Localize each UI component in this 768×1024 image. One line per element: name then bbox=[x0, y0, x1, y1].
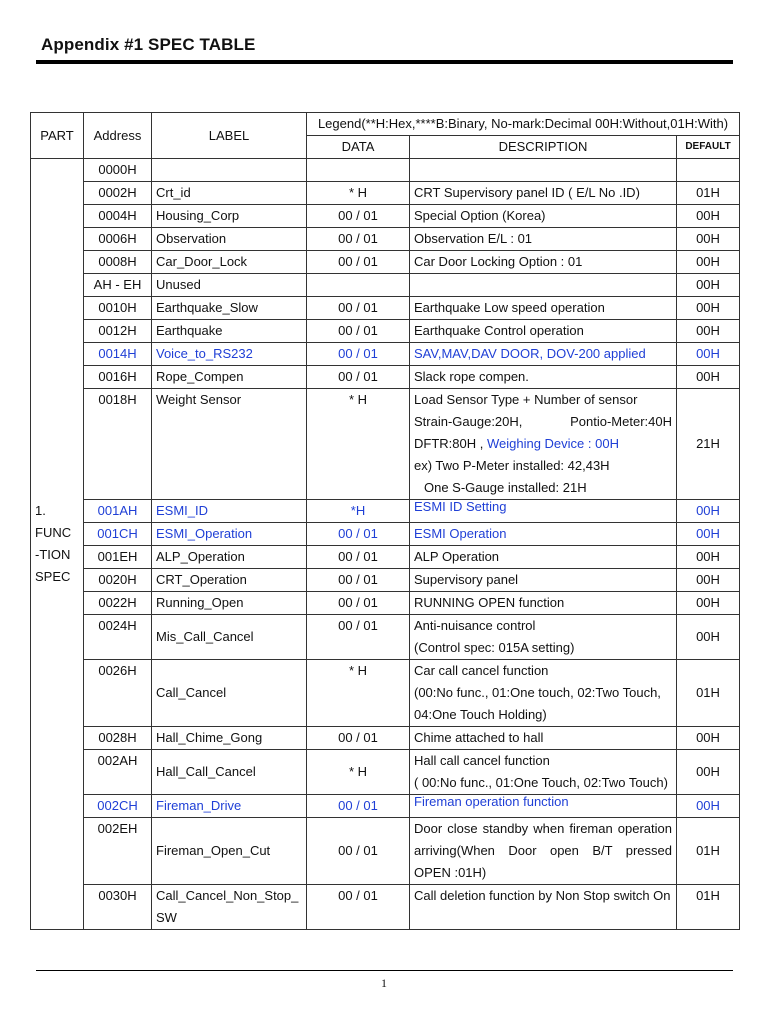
label-cell: ESMI_Operation bbox=[152, 523, 307, 546]
table-row-highlighted bbox=[31, 523, 740, 546]
table-row bbox=[31, 750, 740, 795]
label-cell: Call_Cancel bbox=[152, 660, 307, 727]
label-cell: Earthquake bbox=[152, 320, 307, 343]
description-line: (Control spec: 015A setting) bbox=[414, 640, 575, 655]
description-cell: CRT Supervisory panel ID ( E/L No .ID) bbox=[410, 182, 677, 205]
table-row bbox=[31, 885, 740, 930]
description-cell bbox=[410, 795, 677, 818]
data-cell: 00 / 01 bbox=[307, 523, 410, 546]
data-cell: 00 / 01 bbox=[307, 592, 410, 615]
default-cell: 00H bbox=[677, 750, 740, 795]
header-legend: Legend(**H:Hex,****B:Binary, No-mark:Decimal 00H:Without,01H:With) bbox=[307, 113, 740, 136]
table-row bbox=[31, 818, 740, 885]
table-row bbox=[31, 297, 740, 320]
header-data: DATA bbox=[307, 136, 410, 159]
default-cell: 00H bbox=[677, 569, 740, 592]
data-cell: 00 / 01 bbox=[307, 615, 410, 660]
part-line: 1. bbox=[35, 503, 46, 518]
data-cell: 00 / 01 bbox=[307, 343, 410, 366]
data-cell: 00 / 01 bbox=[307, 205, 410, 228]
address-cell: 0020H bbox=[84, 569, 152, 592]
address-cell: 0028H bbox=[84, 727, 152, 750]
data-cell: 00 / 01 bbox=[307, 795, 410, 818]
description-cell bbox=[410, 389, 677, 500]
table-row-highlighted bbox=[31, 795, 740, 818]
description-line bbox=[414, 433, 672, 455]
page-number: 1 bbox=[381, 976, 387, 990]
address-cell: 0018H bbox=[84, 389, 152, 500]
label-cell: Running_Open bbox=[152, 592, 307, 615]
table-row bbox=[31, 727, 740, 750]
default-cell: 01H bbox=[677, 660, 740, 727]
part-line: -TION bbox=[35, 547, 71, 562]
label-cell: ESMI_ID bbox=[152, 500, 307, 523]
address-cell: 001EH bbox=[84, 546, 152, 569]
default-cell: 00H bbox=[677, 523, 740, 546]
header-default: DEFAULT bbox=[677, 136, 740, 159]
description-cell: SAV,MAV,DAV DOOR, DOV-200 applied bbox=[410, 343, 677, 366]
data-cell: 00 / 01 bbox=[307, 546, 410, 569]
label-cell: Earthquake_Slow bbox=[152, 297, 307, 320]
label-cell: Fireman_Open_Cut bbox=[152, 818, 307, 885]
default-cell: 00H bbox=[677, 343, 740, 366]
data-cell: 00 / 01 bbox=[307, 366, 410, 389]
data-cell: * H bbox=[307, 182, 410, 205]
address-cell: 0006H bbox=[84, 228, 152, 251]
label-cell bbox=[152, 159, 307, 182]
description-cell: ALP Operation bbox=[410, 546, 677, 569]
data-cell: 00 / 01 bbox=[307, 228, 410, 251]
title-divider bbox=[36, 60, 733, 64]
default-cell bbox=[677, 159, 740, 182]
description-fragment: Pontio-Meter:40H bbox=[570, 414, 672, 429]
description-cell bbox=[410, 159, 677, 182]
description-line: Door close standby when fireman operation bbox=[414, 821, 672, 836]
label-line: SW bbox=[156, 910, 177, 925]
description-text: ESMI ID Setting bbox=[414, 499, 507, 514]
label-cell: Hall_Chime_Gong bbox=[152, 727, 307, 750]
default-cell: 01H bbox=[677, 818, 740, 885]
description-cell: Slack rope compen. bbox=[410, 366, 677, 389]
description-cell bbox=[410, 274, 677, 297]
spec-table bbox=[30, 112, 740, 930]
data-cell bbox=[307, 274, 410, 297]
table-row bbox=[31, 660, 740, 727]
table-row bbox=[31, 320, 740, 343]
default-cell: 00H bbox=[677, 500, 740, 523]
description-line: One S-Gauge installed: 21H bbox=[424, 480, 587, 495]
description-cell: Special Option (Korea) bbox=[410, 205, 677, 228]
description-text: Fireman operation function bbox=[414, 794, 569, 809]
description-cell bbox=[410, 818, 677, 885]
address-cell: 001CH bbox=[84, 523, 152, 546]
address-cell: 0016H bbox=[84, 366, 152, 389]
header-description: DESCRIPTION bbox=[410, 136, 677, 159]
label-cell bbox=[152, 885, 307, 930]
default-cell: 01H bbox=[677, 182, 740, 205]
label-cell: Hall_Call_Cancel bbox=[152, 750, 307, 795]
header-part: PART bbox=[31, 113, 84, 159]
part-line: SPEC bbox=[35, 569, 71, 584]
header-address: Address bbox=[84, 113, 152, 159]
description-cell bbox=[410, 750, 677, 795]
default-cell: 00H bbox=[677, 320, 740, 343]
label-cell: Unused bbox=[152, 274, 307, 297]
data-cell: 00 / 01 bbox=[307, 818, 410, 885]
description-fragment: DFTR:80H , bbox=[414, 436, 487, 451]
table-row bbox=[31, 274, 740, 297]
data-cell: * H bbox=[307, 389, 410, 500]
table-row-highlighted bbox=[31, 500, 740, 523]
default-cell: 00H bbox=[677, 795, 740, 818]
description-cell: RUNNING OPEN function bbox=[410, 592, 677, 615]
data-cell bbox=[307, 159, 410, 182]
default-cell: 01H bbox=[677, 885, 740, 930]
address-cell: 0004H bbox=[84, 205, 152, 228]
data-cell: *H bbox=[307, 500, 410, 523]
data-cell: 00 / 01 bbox=[307, 727, 410, 750]
description-cell: Chime attached to hall bbox=[410, 727, 677, 750]
address-cell: 0002H bbox=[84, 182, 152, 205]
description-cell: Supervisory panel bbox=[410, 569, 677, 592]
description-line: OPEN :01H) bbox=[414, 865, 487, 880]
data-cell: * H bbox=[307, 750, 410, 795]
description-cell bbox=[410, 615, 677, 660]
description-line: ( 00:No func., 01:One Touch, 02:Two Touch) bbox=[414, 775, 668, 790]
address-cell: AH - EH bbox=[84, 274, 152, 297]
table-row-weight-sensor bbox=[31, 389, 740, 500]
part-cell bbox=[31, 159, 84, 930]
table-row bbox=[31, 615, 740, 660]
label-cell: ALP_Operation bbox=[152, 546, 307, 569]
description-fragment-highlighted: Weighing Device : 00H bbox=[486, 436, 619, 451]
default-cell: 00H bbox=[677, 366, 740, 389]
address-cell: 0030H bbox=[84, 885, 152, 930]
description-line bbox=[414, 411, 672, 433]
description-line: Load Sensor Type + Number of sensor bbox=[414, 392, 638, 407]
default-cell: 00H bbox=[677, 228, 740, 251]
part-line: FUNC bbox=[35, 525, 72, 540]
label-cell: Housing_Corp bbox=[152, 205, 307, 228]
label-cell: Rope_Compen bbox=[152, 366, 307, 389]
description-line: arriving(When Door open B/T pressed bbox=[414, 843, 672, 858]
default-cell: 00H bbox=[677, 274, 740, 297]
table-row bbox=[31, 205, 740, 228]
description-line: (00:No func., 01:One touch, 02:Two Touch, bbox=[414, 685, 661, 700]
label-cell: CRT_Operation bbox=[152, 569, 307, 592]
default-cell: 00H bbox=[677, 205, 740, 228]
label-cell: Crt_id bbox=[152, 182, 307, 205]
data-cell: 00 / 01 bbox=[307, 320, 410, 343]
label-cell: Voice_to_RS232 bbox=[152, 343, 307, 366]
header-label: LABEL bbox=[152, 113, 307, 159]
label-cell: Mis_Call_Cancel bbox=[152, 615, 307, 660]
default-cell: 00H bbox=[677, 297, 740, 320]
description-cell: Call deletion function by Non Stop switch On bbox=[410, 885, 677, 930]
label-cell: Weight Sensor bbox=[152, 389, 307, 500]
table-row bbox=[31, 546, 740, 569]
address-cell: 001AH bbox=[84, 500, 152, 523]
address-cell: 0024H bbox=[84, 615, 152, 660]
default-cell: 21H bbox=[677, 389, 740, 500]
label-line: Call_Cancel_Non_Stop_ bbox=[156, 888, 299, 903]
data-cell: 00 / 01 bbox=[307, 569, 410, 592]
table-row bbox=[31, 182, 740, 205]
address-cell: 0010H bbox=[84, 297, 152, 320]
data-cell: 00 / 01 bbox=[307, 885, 410, 930]
table-row bbox=[31, 592, 740, 615]
data-cell: * H bbox=[307, 660, 410, 727]
description-cell bbox=[410, 500, 677, 523]
address-cell: 002EH bbox=[84, 818, 152, 885]
address-cell: 002CH bbox=[84, 795, 152, 818]
address-cell: 0008H bbox=[84, 251, 152, 274]
table-row bbox=[31, 569, 740, 592]
description-cell: Earthquake Control operation bbox=[410, 320, 677, 343]
default-cell: 00H bbox=[677, 251, 740, 274]
address-cell: 0000H bbox=[84, 159, 152, 182]
default-cell: 00H bbox=[677, 727, 740, 750]
table-row-highlighted bbox=[31, 343, 740, 366]
label-cell: Observation bbox=[152, 228, 307, 251]
description-cell: Earthquake Low speed operation bbox=[410, 297, 677, 320]
description-line: 04:One Touch Holding) bbox=[414, 707, 547, 722]
description-line: Hall call cancel function bbox=[414, 753, 550, 768]
label-cell: Fireman_Drive bbox=[152, 795, 307, 818]
description-line: Car call cancel function bbox=[414, 663, 549, 678]
data-cell: 00 / 01 bbox=[307, 297, 410, 320]
default-cell: 00H bbox=[677, 615, 740, 660]
description-cell: ESMI Operation bbox=[410, 523, 677, 546]
default-cell: 00H bbox=[677, 546, 740, 569]
description-cell: Observation E/L : 01 bbox=[410, 228, 677, 251]
address-cell: 0014H bbox=[84, 343, 152, 366]
description-fragment: Strain-Gauge:20H, bbox=[414, 414, 523, 429]
description-cell: Car Door Locking Option : 01 bbox=[410, 251, 677, 274]
data-cell: 00 / 01 bbox=[307, 251, 410, 274]
header-row bbox=[31, 113, 740, 136]
page-title: Appendix #1 SPEC TABLE bbox=[41, 35, 256, 54]
table-row bbox=[31, 159, 740, 182]
table-row bbox=[31, 251, 740, 274]
description-line: ex) Two P-Meter installed: 42,43H bbox=[414, 458, 610, 473]
description-cell bbox=[410, 660, 677, 727]
address-cell: 0012H bbox=[84, 320, 152, 343]
address-cell: 0026H bbox=[84, 660, 152, 727]
address-cell: 002AH bbox=[84, 750, 152, 795]
table-row bbox=[31, 228, 740, 251]
address-cell: 0022H bbox=[84, 592, 152, 615]
default-cell: 00H bbox=[677, 592, 740, 615]
footer-divider bbox=[36, 970, 733, 971]
table-row bbox=[31, 366, 740, 389]
label-cell: Car_Door_Lock bbox=[152, 251, 307, 274]
description-line: Anti-nuisance control bbox=[414, 618, 536, 633]
